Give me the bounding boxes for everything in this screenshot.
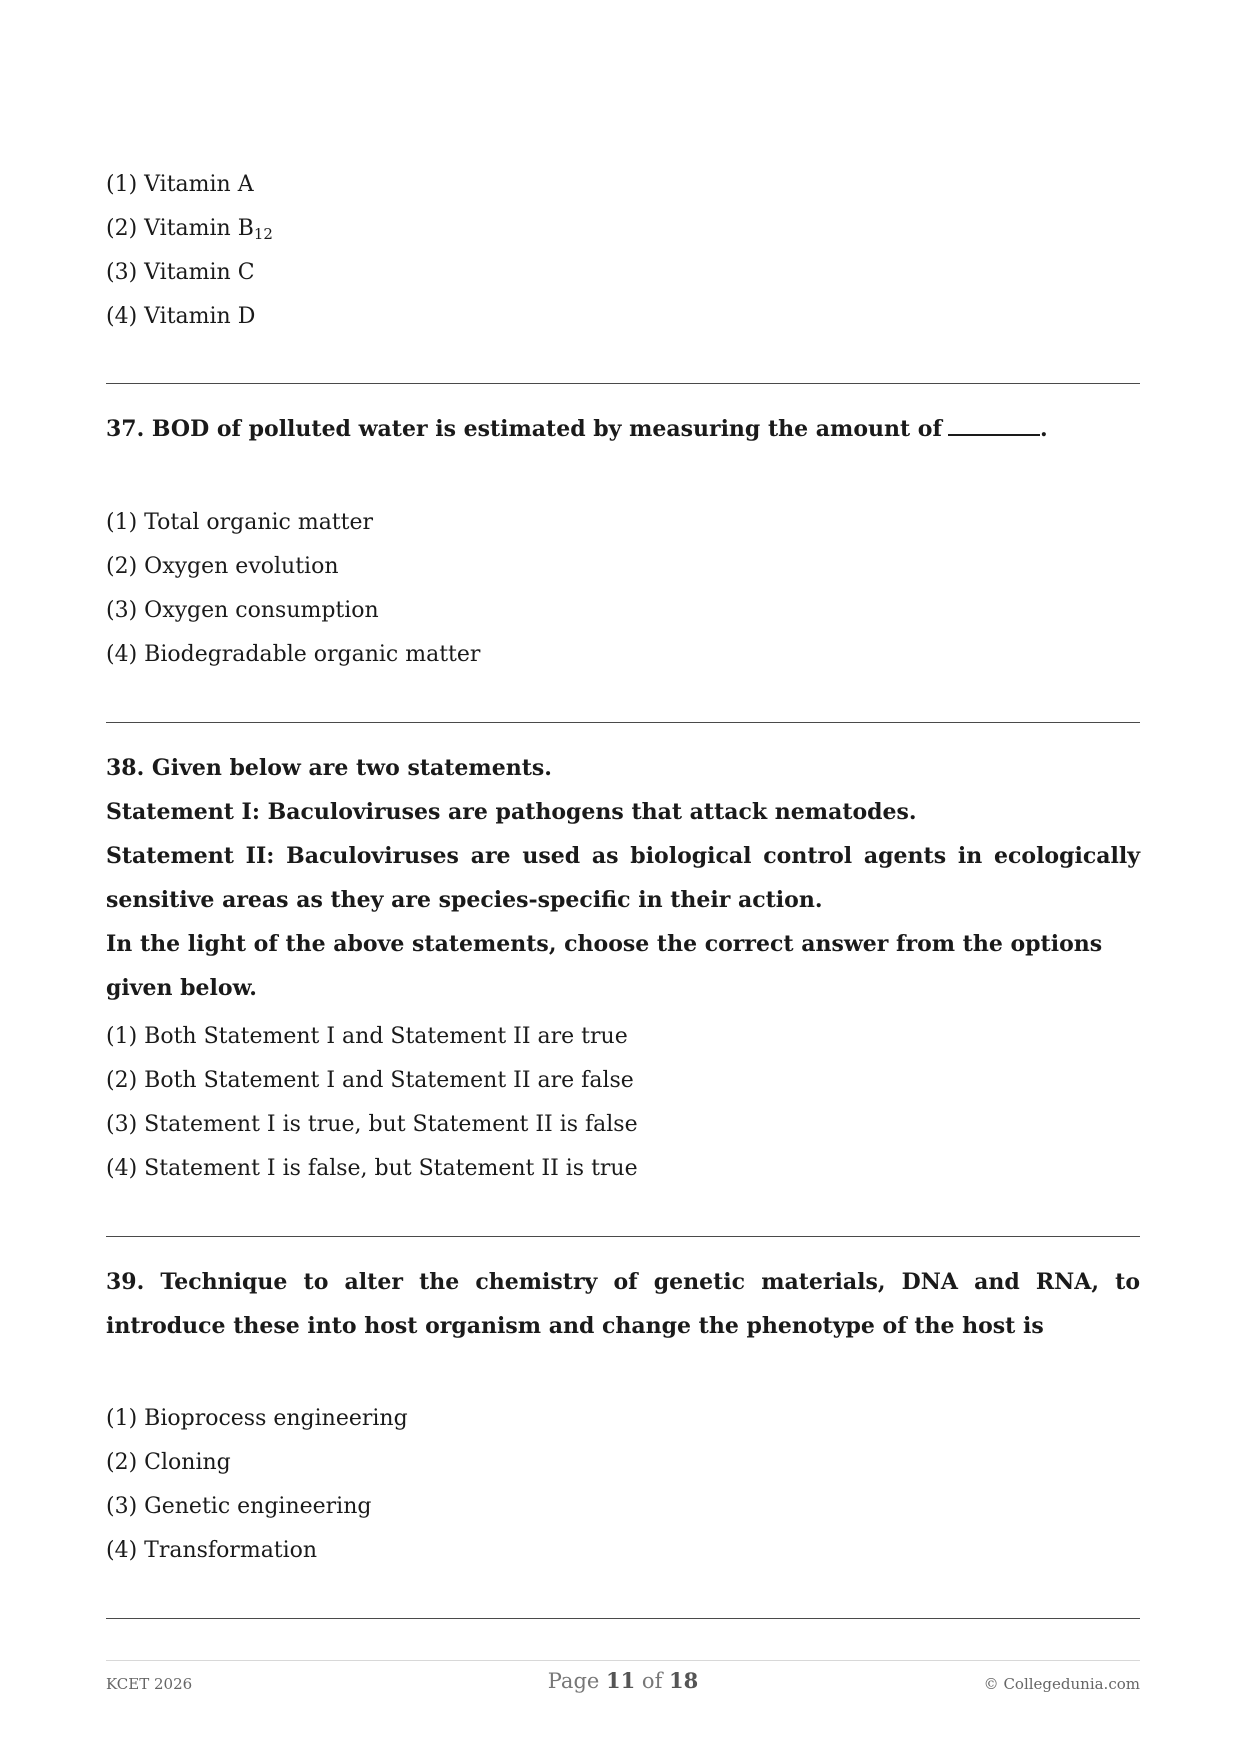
q36-option-4: (4) Vitamin D: [106, 304, 256, 329]
q37-option-4: (4) Biodegradable organic matter: [106, 642, 481, 667]
fill-in-blank: [948, 416, 1040, 436]
q36-option-1: (1) Vitamin A: [106, 172, 254, 197]
q36-option-3: (3) Vitamin C: [106, 260, 255, 285]
q38-option-4: (4) Statement I is false, but Statement II is true: [106, 1156, 638, 1181]
q36-option-2: (2) Vitamin $B_{12}$: [106, 216, 273, 243]
q38-option-2: (2) Both Statement I and Statement II are false: [106, 1068, 634, 1093]
q38-intro: 38. Given below are two statements.: [106, 755, 552, 781]
subscript-12: 12: [253, 225, 273, 243]
q39-option-2: (2) Cloning: [106, 1450, 231, 1475]
q38-statement-1: Statement I: Baculoviruses are pathogens that attack nematodes.: [106, 799, 917, 825]
q37-option-1: (1) Total organic matter: [106, 510, 374, 535]
q39-option-4: (4) Transformation: [106, 1538, 318, 1563]
footer-divider: [106, 1660, 1140, 1661]
divider: [106, 1236, 1140, 1237]
q37-option-2: (2) Oxygen evolution: [106, 554, 339, 579]
q39-option-1: (1) Bioprocess engineering: [106, 1406, 408, 1431]
q37-option-3: (3) Oxygen consumption: [106, 598, 379, 623]
divider: [106, 1618, 1140, 1619]
divider: [106, 383, 1140, 384]
q38-option-1: (1) Both Statement I and Statement II are true: [106, 1024, 628, 1049]
page-number: Page 11 of 18: [547, 1668, 699, 1693]
footer-copyright: © Collegedunia.com: [983, 1675, 1140, 1693]
footer-exam-name: KCET 2026: [106, 1675, 193, 1693]
q38-statement-2: Statement II: Baculoviruses are used as biological control agents in ecologically sensitive areas as they are species-specific in their action.: [106, 843, 1140, 913]
exam-page: [106, 0, 1140, 1754]
q38-option-3: (3) Statement I is true, but Statement II is false: [106, 1112, 638, 1137]
divider: [106, 722, 1140, 723]
q39-option-3: (3) Genetic engineering: [106, 1494, 372, 1519]
q38-question: [106, 746, 1140, 1010]
q37-question: 37. BOD of polluted water is estimated by measuring the amount of .: [106, 416, 1048, 442]
q39-question: 39. Technique to alter the chemistry of genetic materials, DNA and RNA, to introduce these into host organism and change the phenotype of the host is: [106, 1269, 1140, 1339]
q38-instruction: In the light of the above statements, choose the correct answer from the options given below.: [106, 931, 1103, 1001]
